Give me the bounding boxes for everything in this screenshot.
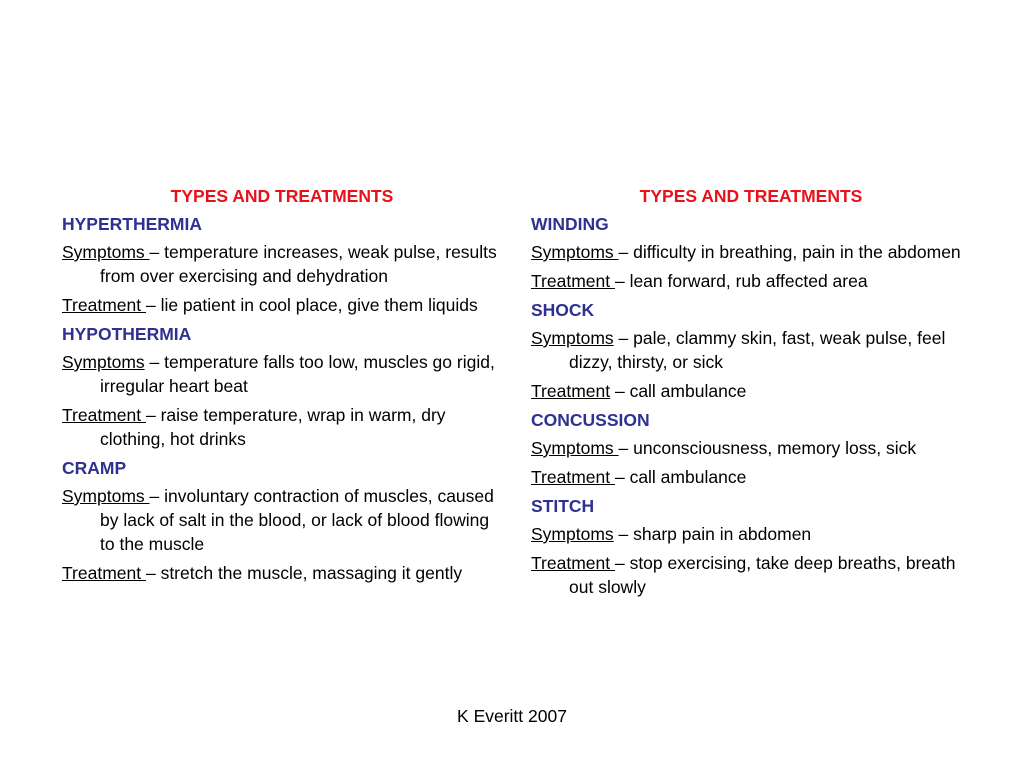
symptoms-text: – difficulty in breathing, pain in the abdomen xyxy=(618,242,961,262)
symptoms-label: Symptoms xyxy=(62,242,150,262)
symptoms-entry xyxy=(531,240,971,264)
symptoms-entry xyxy=(531,436,971,460)
treatment-text: – stretch the muscle, massaging it gently xyxy=(145,563,463,583)
treatment-entry xyxy=(62,293,502,317)
section-heading-stitch: STITCH xyxy=(531,496,595,516)
treatment-label: Treatment xyxy=(531,553,615,573)
symptoms-text: – sharp pain in abdomen xyxy=(613,524,812,544)
section-heading-concussion: CONCUSSION xyxy=(531,410,650,430)
symptoms-entry xyxy=(62,484,502,556)
treatment-entry xyxy=(531,269,971,293)
treatment-label: Treatment xyxy=(62,295,146,315)
symptoms-label: Symptoms xyxy=(531,328,614,348)
symptoms-entry xyxy=(531,326,971,374)
treatment-text: – lean forward, rub affected area xyxy=(614,271,868,291)
symptoms-text: – pale, clammy skin, fast, weak pulse, feel dizzy, thirsty, or sick xyxy=(569,328,946,372)
treatment-entry xyxy=(62,561,502,585)
footer-credit: K Everitt 2007 xyxy=(457,706,567,726)
treatment-text: – stop exercising, take deep breaths, breath out slowly xyxy=(569,553,956,597)
symptoms-label: Symptoms xyxy=(531,524,614,544)
treatment-label: Treatment xyxy=(62,405,146,425)
symptoms-label: Symptoms xyxy=(62,486,150,506)
symptoms-text: – temperature increases, weak pulse, results from over exercising and dehydration xyxy=(100,242,497,286)
treatment-label: Treatment xyxy=(531,467,615,487)
left-column xyxy=(62,184,502,590)
symptoms-label: Symptoms xyxy=(531,242,619,262)
treatment-entry xyxy=(531,551,971,599)
section-heading-hyperthermia: HYPERTHERMIA xyxy=(62,214,203,234)
treatment-label: Treatment xyxy=(62,563,146,583)
section-heading-cramp: CRAMP xyxy=(62,458,127,478)
symptoms-entry xyxy=(62,240,502,288)
symptoms-label: Symptoms xyxy=(531,438,619,458)
treatment-entry xyxy=(531,379,971,403)
section-heading-hypothermia: HYPOTHERMIA xyxy=(62,324,192,344)
treatment-text: – raise temperature, wrap in warm, dry clothing, hot drinks xyxy=(100,405,446,449)
symptoms-label: Symptoms xyxy=(62,352,145,372)
right-column-title: TYPES AND TREATMENTS xyxy=(639,186,863,206)
symptoms-text: – temperature falls too low, muscles go rigid, irregular heart beat xyxy=(100,352,495,396)
left-column-title: TYPES AND TREATMENTS xyxy=(170,186,394,206)
treatment-label: Treatment xyxy=(531,381,611,401)
treatment-text: – call ambulance xyxy=(610,381,747,401)
symptoms-entry xyxy=(531,522,971,546)
section-heading-winding: WINDING xyxy=(531,214,609,234)
treatment-entry xyxy=(62,403,502,451)
symptoms-entry xyxy=(62,350,502,398)
treatment-text: – call ambulance xyxy=(614,467,747,487)
treatment-entry xyxy=(531,465,971,489)
treatment-text: – lie patient in cool place, give them liquids xyxy=(145,295,478,315)
treatment-label: Treatment xyxy=(531,271,615,291)
section-heading-shock: SHOCK xyxy=(531,300,595,320)
right-column xyxy=(531,184,971,604)
symptoms-text: – involuntary contraction of muscles, caused by lack of salt in the blood, or lack of blood flowing to the muscle xyxy=(100,486,494,554)
symptoms-text: – unconsciousness, memory loss, sick xyxy=(618,438,917,458)
